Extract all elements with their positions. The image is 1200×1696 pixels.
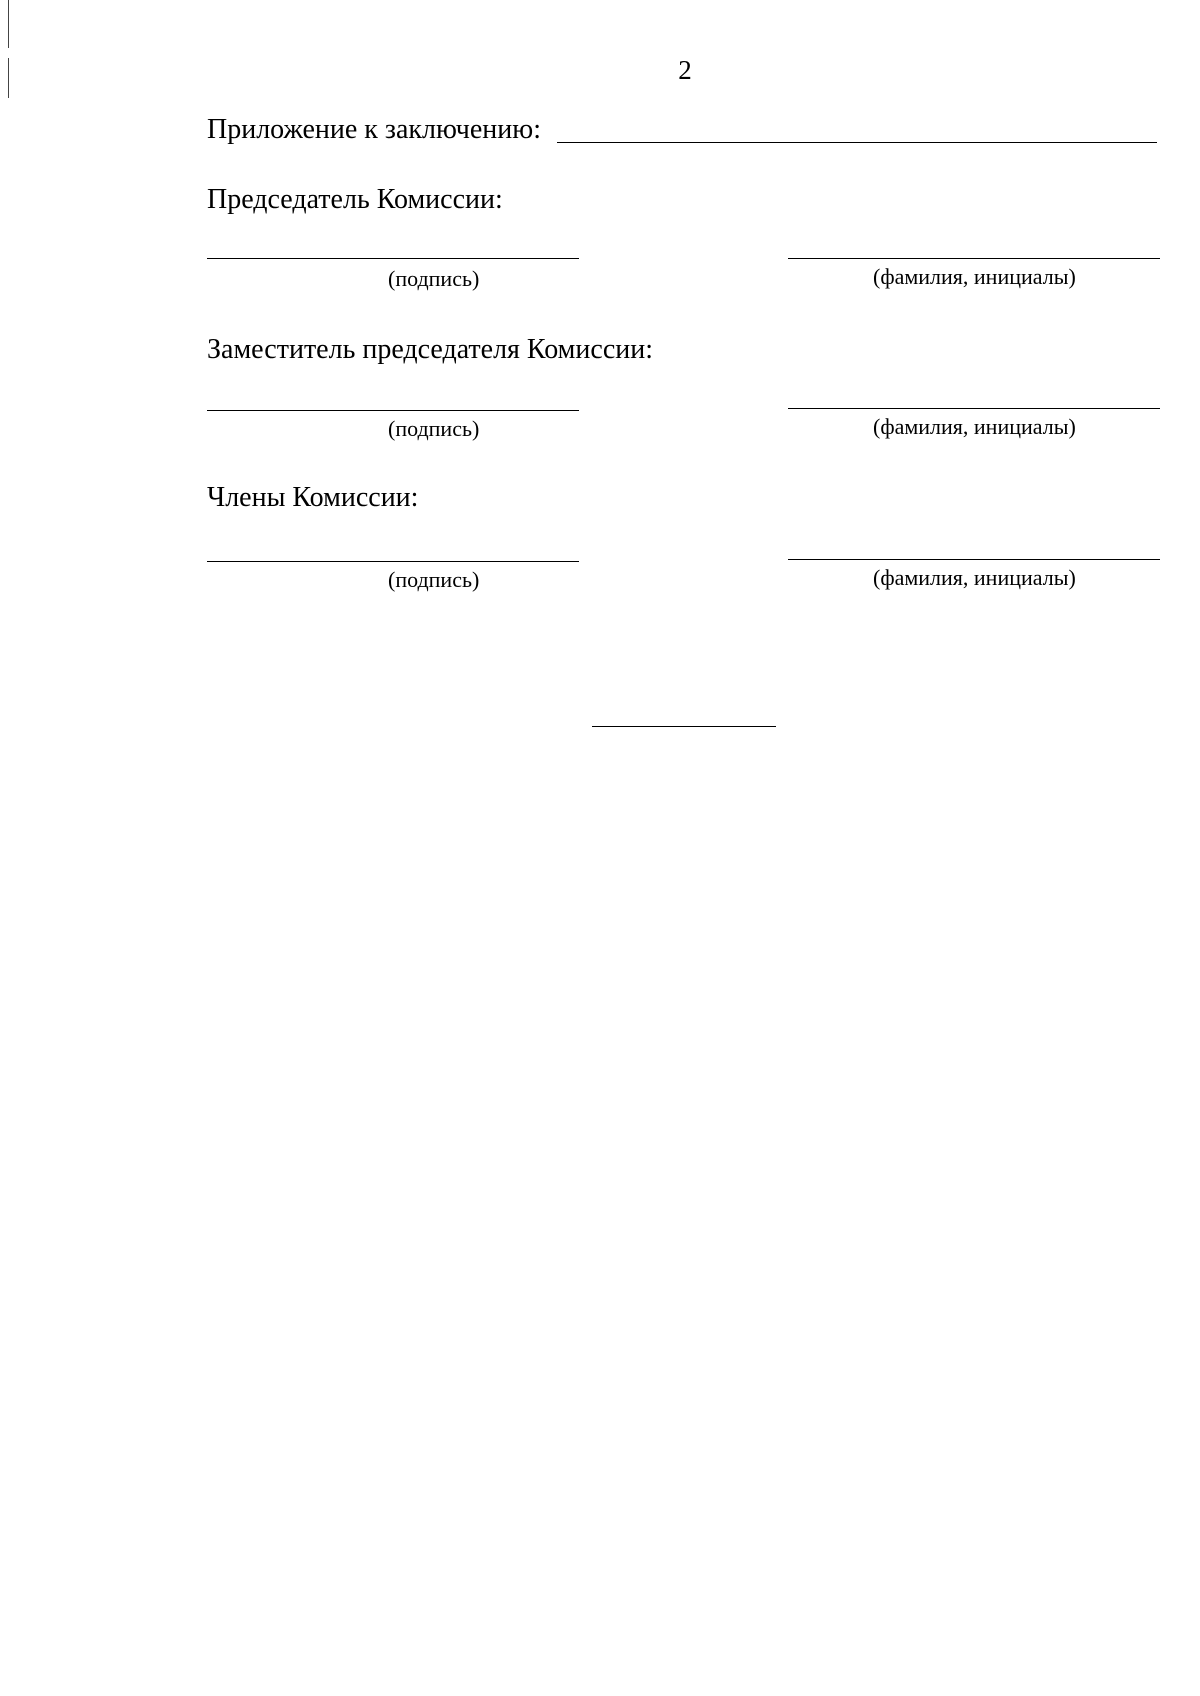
deputy-signature-caption: (подпись) [388, 416, 480, 441]
appendix-label: Приложение к заключению: [207, 114, 541, 145]
members-name-line [788, 559, 1160, 560]
members-heading: Члены Комиссии: [207, 482, 419, 513]
deputy-chairman-heading: Заместитель председателя Комиссии: [207, 334, 653, 365]
deputy-name-caption: (фамилия, инициалы) [873, 414, 1076, 439]
chairman-name-line [788, 258, 1160, 259]
end-separator-line [592, 726, 776, 727]
members-signature-line [207, 561, 579, 562]
deputy-signature-line [207, 410, 579, 411]
chairman-name-caption: (фамилия, инициалы) [873, 264, 1076, 289]
members-signature-caption: (подпись) [388, 567, 480, 592]
deputy-name-line [788, 408, 1160, 409]
members-name-caption: (фамилия, инициалы) [873, 565, 1076, 590]
chairman-signature-line [207, 258, 579, 259]
scan-edge-mark-top [8, 0, 9, 48]
page-number: 2 [678, 55, 692, 85]
chairman-heading: Председатель Комиссии: [207, 184, 503, 215]
chairman-signature-caption: (подпись) [388, 266, 480, 291]
appendix-fill-line [557, 142, 1157, 143]
